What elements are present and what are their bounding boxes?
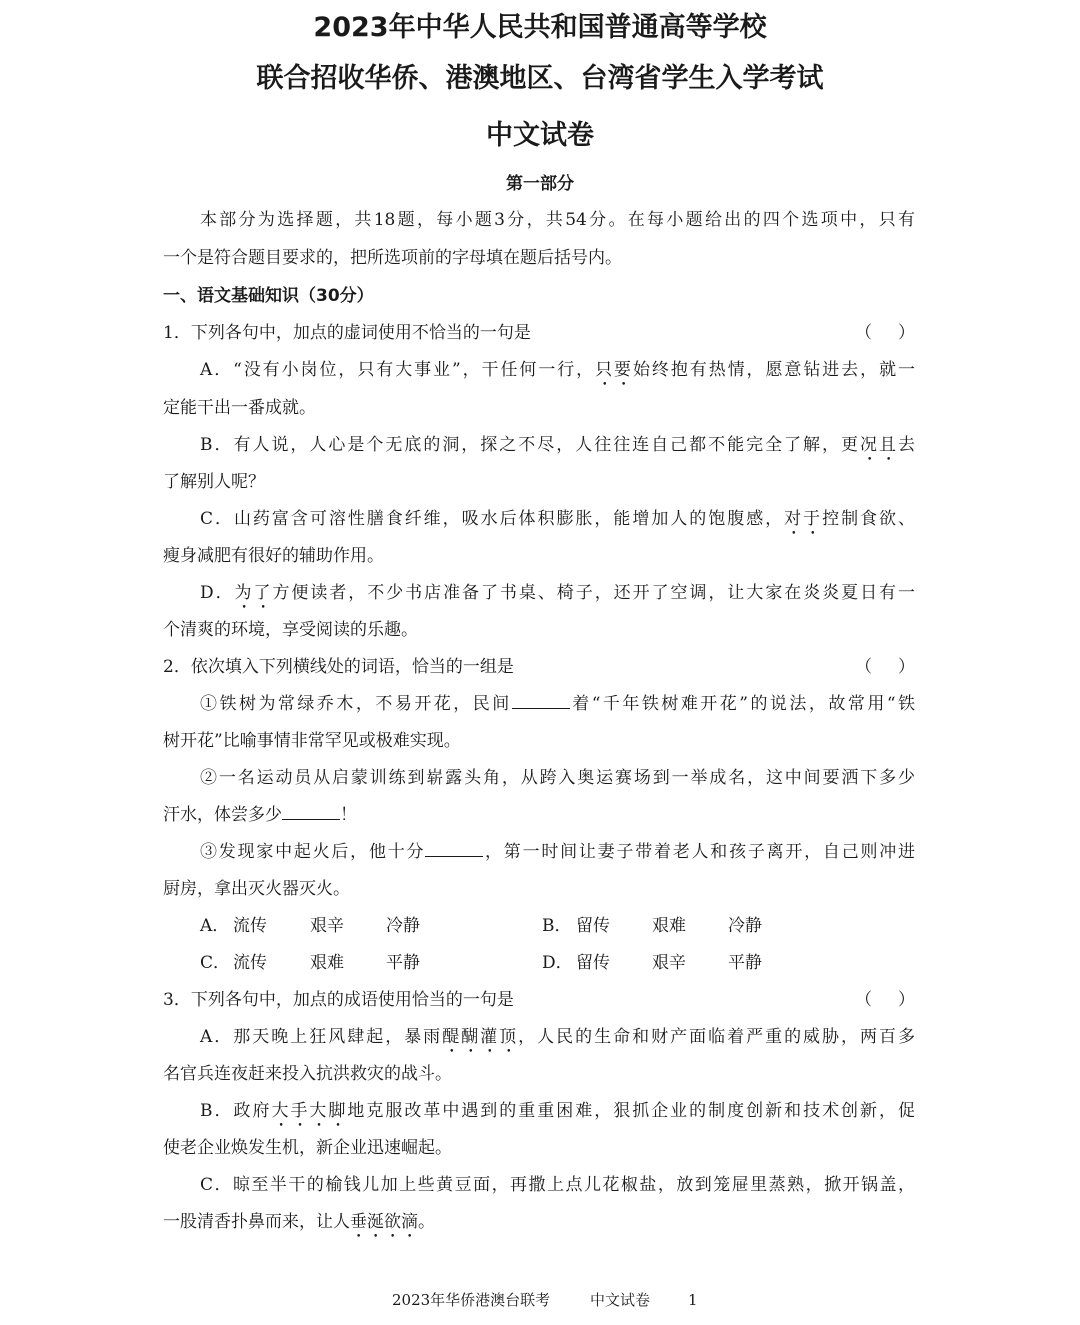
q2-option-b-word2: 艰难 — [652, 916, 686, 936]
paren-close: ） — [898, 990, 915, 1010]
text-run: 。 — [418, 1212, 435, 1232]
exam-title-line1: 2023年中华人民共和国普通高等学校 — [313, 12, 767, 43]
intro-line-1: 本部分为选择题，共18题，每小题3分，共54分。在每小题给出的四个选项中，只有 — [200, 210, 915, 230]
q2-option-d-word2: 艰辛 — [652, 953, 686, 973]
emphasized-word: 对于 — [784, 509, 823, 529]
q3-option-a-line1 — [163, 1024, 915, 1057]
paren-close: ） — [898, 323, 915, 343]
q2-sentence-1-line2: 树开花”比喻事情非常罕见或极难实现。 — [163, 731, 461, 751]
q1-option-c-line2: 瘦身减肥有很好的辅助作用。 — [163, 546, 384, 566]
q2-sentence-2-line1: ②一名运动员从启蒙训练到崭露头角，从跨入奥运赛场到一举成名，这中间要洒下多少 — [200, 768, 915, 788]
emphasized-word: 况且 — [860, 435, 899, 455]
q2-option-d-word3: 平静 — [728, 953, 762, 973]
q2-sentence-2-line2 — [163, 802, 357, 828]
paren-open: （ — [855, 657, 872, 677]
footer-subject: 中文试卷 — [590, 1291, 651, 1309]
q1-option-a-line1 — [163, 357, 915, 390]
text-run: ，人民的生命和财产面临着严重的威胁，两百多 — [518, 1027, 916, 1047]
q3-option-b-line1 — [163, 1098, 915, 1131]
q2-sentence-1-line1 — [163, 691, 915, 717]
text-run: 去 — [898, 435, 916, 455]
q2-option-d-word1: 留传 — [576, 953, 610, 973]
paren-open: （ — [855, 323, 872, 343]
q1-option-c-line1 — [163, 506, 915, 539]
q2-option-a-label: A． — [200, 916, 230, 936]
q3-option-b-line2: 使老企业焕发生机，新企业迅速崛起。 — [163, 1138, 452, 1158]
part-heading: 第一部分 — [506, 174, 574, 194]
q2-option-c-word2: 艰难 — [310, 953, 344, 973]
q1-answer-paren — [855, 320, 915, 346]
q1-option-d-line1 — [163, 580, 915, 613]
text-run: C．山药富含可溶性膳食纤维，吸水后体积膨胀，能增加人的饱腹感， — [200, 509, 785, 529]
text-run: A．那天晚上狂风肆起，暴雨 — [200, 1027, 443, 1047]
text-run: ③发现家中起火后，他十分 — [200, 842, 426, 862]
emphasized-word: 为了 — [234, 583, 273, 603]
emphasized-word: 醍醐灌顶 — [442, 1027, 519, 1047]
section-heading: 一、语文基础知识（30分） — [163, 286, 374, 306]
exam-title-line2: 联合招收华侨、港澳地区、台湾省学生入学考试 — [256, 63, 824, 94]
text-run: B．政府 — [200, 1101, 272, 1121]
q3-option-a-line2: 名官兵连夜赶来投入抗洪救灾的战斗。 — [163, 1064, 452, 1084]
q3-answer-paren — [855, 987, 915, 1013]
footer-exam-name: 2023年华侨港澳台联考 — [392, 1291, 551, 1309]
fill-blank — [425, 839, 483, 857]
q1-stem: 1．下列各句中，加点的虚词使用不恰当的一句是 — [163, 323, 531, 343]
emphasized-word: 垂涎欲滴 — [350, 1212, 418, 1232]
text-run: B．有人说，人心是个无底的洞，探之不尽，人往往连自己都不能完全了解，更 — [200, 435, 861, 455]
q1-option-b-line2: 了解别人呢？ — [163, 472, 265, 492]
text-run: 始终抱有热情，愿意钻进去，就一 — [632, 360, 915, 380]
q2-option-b-word1: 留传 — [576, 916, 610, 936]
q2-answer-paren — [855, 654, 915, 680]
footer-page-number: 1 — [688, 1291, 698, 1309]
q2-option-d-label: D． — [542, 953, 573, 973]
paren-open: （ — [855, 990, 872, 1010]
q2-option-c-label: C． — [200, 953, 231, 973]
fill-blank — [512, 691, 570, 709]
q3-option-c-line2 — [163, 1209, 435, 1242]
q2-stem: 2．依次填入下列横线处的词语，恰当的一组是 — [163, 657, 514, 677]
text-run: ①铁树为常绿乔木，不易开花，民间 — [200, 694, 512, 714]
text-run: 地克服改革中遇到的重重困难，狠抓企业的制度创新和技术创新，促 — [347, 1101, 916, 1121]
q3-stem: 3．下列各句中，加点的成语使用恰当的一句是 — [163, 990, 514, 1010]
q1-option-a-line2: 定能干出一番成就。 — [163, 398, 316, 418]
q2-option-b-word3: 冷静 — [728, 916, 762, 936]
q2-option-c-word1: 流传 — [233, 953, 267, 973]
fill-blank — [282, 802, 340, 820]
q2-option-a-word2: 艰辛 — [310, 916, 344, 936]
q2-option-a-word1: 流传 — [233, 916, 267, 936]
q2-sentence-3-line2: 厨房，拿出灭火器灭火。 — [163, 879, 350, 899]
emphasized-word: 只要 — [595, 360, 633, 380]
text-run: ，第一时间让妻子带着老人和孩子离开，自己则冲进 — [483, 842, 916, 862]
paper-title: 中文试卷 — [486, 120, 594, 151]
text-run: 着“千年铁树难开花”的说法，故常用“铁 — [569, 694, 916, 714]
text-run: 控制食欲、 — [822, 509, 915, 529]
text-run: 方便读者，不少书店准备了书桌、椅子，还开了空调，让大家在炎炎夏日有一 — [272, 583, 916, 603]
intro-line-2: 一个是符合题目要求的，把所选项前的字母填在题后括号内。 — [163, 248, 622, 268]
paren-close: ） — [898, 657, 915, 677]
text-run: 汗水，体尝多少 — [163, 805, 282, 825]
q2-option-a-word3: 冷静 — [386, 916, 420, 936]
q1-option-d-line2: 个清爽的环境，享受阅读的乐趣。 — [163, 620, 418, 640]
q2-option-b-label: B． — [542, 916, 572, 936]
text-run: 一股清香扑鼻而来，让人 — [163, 1212, 350, 1232]
emphasized-word: 大手大脚 — [271, 1101, 348, 1121]
q2-sentence-3-line1 — [163, 839, 915, 865]
text-run: D． — [200, 583, 235, 603]
q1-option-b-line1 — [163, 432, 915, 465]
text-run: A．“没有小岗位，只有大事业”，干任何一行， — [200, 360, 596, 380]
q2-option-c-word3: 平静 — [386, 953, 420, 973]
text-run: ！ — [340, 805, 357, 825]
q3-option-c-line1: C．晾至半干的榆钱儿加上些黄豆面，再撒上点儿花椒盐，放到笼屉里蒸熟，掀开锅盖， — [200, 1175, 915, 1195]
